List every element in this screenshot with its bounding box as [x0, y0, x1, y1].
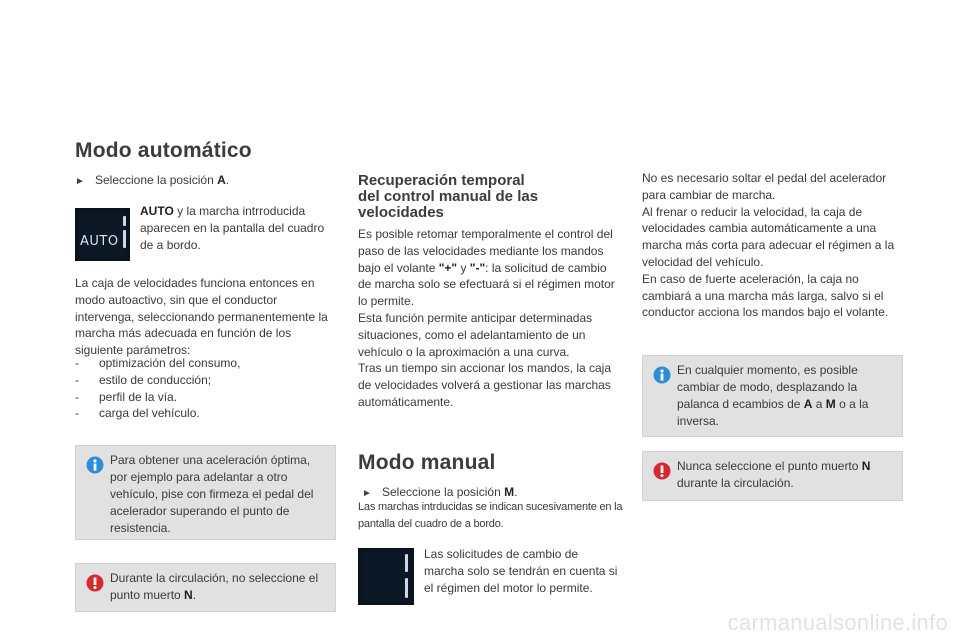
auto-display-screen — [75, 208, 130, 261]
warning-icon — [86, 574, 104, 592]
gear-bar-top — [405, 554, 408, 572]
list-item: - carga del vehículo. — [75, 406, 200, 421]
arrow-icon: ► — [75, 176, 85, 187]
gear-bar-top — [123, 216, 126, 226]
manual-display-screen — [358, 548, 414, 605]
watermark: carmanualsonline.info — [727, 610, 948, 635]
info-text: En cualquier momento, es posible cambiar de modo, desplazando la palanca d ecambios de A a M o a la inversa. — [677, 363, 869, 428]
gearbox-intro: La caja de velocidades funciona entonces en modo autoactivo, sin que el conductor intervenga, seleccionando permanentemente la marcha más adecuada en función de los siguiente parámetros: — [75, 276, 328, 358]
info-icon — [86, 456, 104, 474]
right-column-text — [642, 170, 904, 321]
paragraph: Tras un tiempo sin accionar los mandos, la caja de velocidades volverá a gestionar las marchas automáticamente. — [358, 361, 612, 409]
info-icon — [653, 366, 671, 384]
gear-bar-bottom — [405, 578, 408, 598]
step-text: Seleccione la posición M. — [382, 485, 518, 499]
paragraph: En caso de fuerte aceleración, la caja no cambiará a una marcha más larga, salvo si el conductor acciona los mandos bajo el volante. — [642, 271, 889, 320]
info-box-mode-change — [642, 355, 903, 437]
warning-box-neutral — [75, 563, 336, 612]
arrow-icon: ► — [362, 488, 372, 499]
warning-text: Durante la circulación, no seleccione el punto muerto N. — [110, 571, 319, 602]
step-text: Seleccione la posición A. — [95, 173, 230, 187]
auto-screen-label: AUTO — [80, 234, 119, 249]
auto-description: AUTO y la marcha intrroducida aparecen en la pantalla del cuadro de a bordo. — [140, 204, 325, 252]
section-heading-manual-mode: Modo manual — [358, 451, 496, 474]
paragraph: Es posible retomar temporalmente el control del paso de las velocidades mediante los mandos bajo el volante "+" y "-": la solicitud de cambio de marcha solo se efectuará si el régimen motor lo permite. — [358, 227, 615, 309]
step-select-a — [75, 172, 229, 190]
gear-bar-bottom — [123, 230, 126, 248]
list-item: - optimización del consumo, — [75, 356, 241, 370]
paragraph: Al frenar o reducir la velocidad, la caja de velocidades cambia automáticamente a una marcha más corta para adecuar el régimen a la velocidad del vehículo. — [642, 204, 895, 269]
warning-text: Nunca seleccione el punto muerto N durante la circulación. — [677, 459, 871, 490]
paragraph: Esta función permite anticipar determinadas situaciones, como el adelantamiento de un vehículo o la aproximación a una curva. — [358, 310, 593, 359]
manual-override-text — [358, 226, 620, 411]
info-box-acceleration — [75, 445, 336, 540]
list-item: - estilo de conducción; — [75, 372, 212, 387]
warning-icon — [653, 462, 671, 480]
info-text: Para obtener una aceleración óptima, por ejemplo para adelantar a otro vehículo, pise con firmeza el pedal del acelerador superando el punto de resistencia. — [110, 453, 314, 535]
page-title-automatic-mode: Modo automático — [75, 139, 252, 162]
parameters-list — [75, 355, 337, 422]
paragraph: No es necesario soltar el pedal del acelerador para cambiar de marcha. — [642, 171, 887, 202]
manual-note: Las marchas intrducidas se indican sucesivamente en la pantalla del cuadro de a bordo. — [358, 501, 623, 530]
warning-box-never-neutral — [642, 451, 903, 501]
section-heading-manual-override: Recuperación temporal del control manual de las velocidades — [358, 172, 539, 221]
manual-screen-description: Las solicitudes de cambio de marcha solo se tendrán en cuenta si el régimen del motor lo permite. — [424, 547, 618, 595]
list-item: - perfil de la vía. — [75, 389, 178, 404]
